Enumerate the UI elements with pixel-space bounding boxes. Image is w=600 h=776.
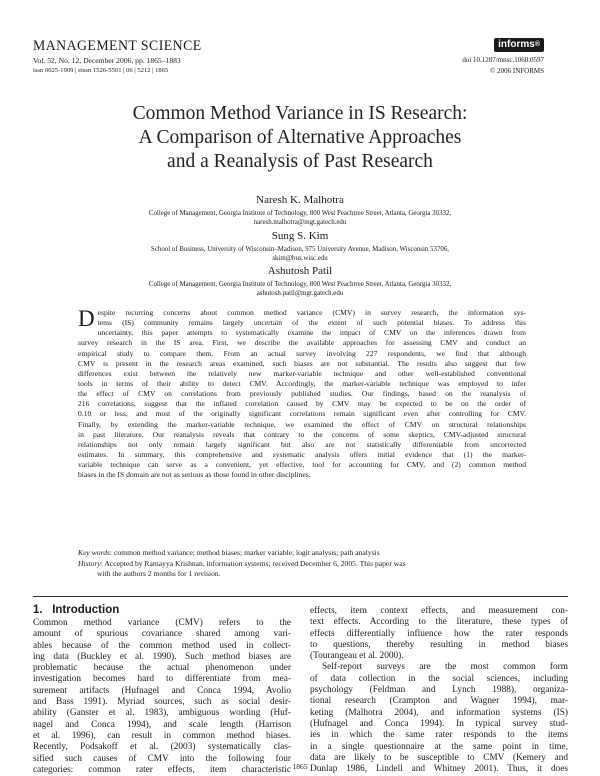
title-line: Common Method Variance in IS Research:	[132, 103, 468, 124]
body-line: surement artifacts (Hufnagel and Conca 1994, Avolio	[33, 685, 291, 696]
body-line: effects differentially influence how the rater responds	[310, 628, 568, 639]
keywords-text: : common method variance; method biases; marker variable; logit analysis; path analysis	[110, 548, 380, 557]
author-name: Naresh K. Malhotra	[256, 194, 344, 206]
section-heading	[33, 604, 119, 616]
body-column-right	[310, 606, 568, 775]
title-line: A Comparison of Alternative Approaches	[138, 127, 462, 148]
abstract-line: variable technique can serve as a convenient, yet effective, tool for accounting for CMV, and (2) common method	[78, 460, 526, 470]
abstract-line: 0.10 or less, and most of the originally significant correlations remain significant even after controlling for CMV.	[78, 409, 526, 419]
abstract-line: Finally, by extending the marker-variable technique, we examined the effect of CMV on structural relationships	[78, 419, 526, 429]
abstract-line: relationships not only remain largely significant but also are not statistically differentiable from uncorrected	[78, 439, 526, 449]
body-line: to questions, thereby resulting in method biases	[310, 639, 568, 650]
body-column-left	[33, 618, 291, 776]
abstract-line: differences exist between the relatively new marker-variable technique and other well-established conventional	[78, 368, 526, 378]
logo-text: informs	[498, 39, 535, 50]
volume-line: Vol. 52, No. 12, December 2006, pp. 1865–1883	[33, 56, 181, 65]
doi-line: doi 10.1287/mnsc.1060.0597	[462, 56, 544, 64]
publisher-logo	[494, 38, 544, 52]
abstract-line: biases in the IS domain are not as serious as those found in other disciplines.	[78, 470, 311, 480]
body-line: ing data (Buckley et al. 1990). Such method biases are	[33, 651, 291, 662]
author-affiliation: College of Management, Georgia Institute of Technology, 800 West Peachtree Street, Atlanta, Georgia 30332,	[148, 281, 452, 288]
abstract-line: tems (IS) community remains largely uncertain of the extent of such potential biases. To address this	[97, 318, 526, 328]
body-line: problematic because the actual phenomenon under	[33, 663, 291, 674]
logo-registered-mark: ®	[534, 41, 540, 48]
body-line: keting (Malhotra 2004), and information systems (IS)	[310, 707, 568, 718]
issn-line: issn 0025-1909 | eissn 1526-5501 | 06 | 5212 | 1865	[33, 67, 169, 74]
abstract-line: in past literature. Our reanalysis reveals that contrary to the concerns of some skeptics, CMV-adjusted structural	[78, 429, 526, 439]
body-line: and Bass 1991). Myriad sources, such as social desir-	[33, 697, 291, 708]
abstract-line: 216 correlations, suggest that the inflated correlation caused by CMV may be expected to be on the order of	[78, 399, 526, 409]
journal-name: MANAGEMENT SCIENCE	[33, 38, 202, 54]
abstract-line: survey research in the IS area. First, we describe the available approaches for assessing CMV and conduct an	[78, 338, 526, 348]
body-line: ability (Ganster et al. 1983), ambiguous wording (Huf-	[33, 708, 291, 719]
body-line: investigation becomes hard to differentiate from mea-	[33, 674, 291, 685]
keywords-history	[78, 548, 526, 580]
author-email: ashutosh.patil@mgt.gatech.edu	[256, 290, 344, 297]
title-line: and a Reanalysis of Past Research	[167, 151, 433, 172]
body-line: nagel and Conca 1994), and scale length (Harrison	[33, 719, 291, 730]
body-line: tional research (Crampton and Wagner 1994), mar-	[310, 696, 568, 707]
body-line: categories: common rater effects, item characteristic	[33, 764, 291, 775]
author-email: naresh.malhotra@mgt.gatech.edu	[253, 219, 347, 226]
abstract-line: espite recurring concerns about common method variance (CMV) in survey research, the information sys-	[97, 308, 526, 317]
author-name: Sung S. Kim	[271, 230, 329, 242]
keywords-line	[78, 548, 526, 559]
abstract-line: uncertainty, this paper attempts to systematically examine the impact of CMV on the inferences drawn from	[97, 328, 526, 338]
body-line: ies in which the same rater responds to the items	[310, 730, 568, 741]
body-line: Dunlap 1986, Lindell and Whitney 2001). Thus, it does	[310, 764, 568, 775]
author-affiliation: College of Management, Georgia Institute of Technology, 800 West Peachtree Street, Atlanta, Georgia 30332,	[148, 210, 452, 217]
body-line: amount of spurious covariance shared among vari-	[33, 629, 291, 640]
history-line-continued: with the authors 2 months for 1 revision.	[97, 569, 221, 578]
body-line: data are likely to be susceptible to CMV (Kemery and	[310, 752, 568, 763]
section-number: 1.	[33, 604, 43, 616]
abstract-line: empirical study to compare them. From an actual survey involving 227 respondents, we find that although	[78, 348, 526, 358]
body-line: sified such causes of CMV into the following four	[33, 753, 291, 764]
copyright-line: © 2006 INFORMS	[490, 67, 544, 75]
author-email: skim@bus.wisc.edu	[272, 255, 328, 262]
abstract-line: the effect of CMV on correlations from previously published studies. Our findings, based on the reanalysis of	[78, 389, 526, 399]
body-line: psychology (Feldman and Lynch 1988), organiza-	[310, 685, 568, 696]
body-line: (Hufnagel and Conca 1994). In typical survey stud-	[310, 718, 568, 729]
author-affiliation: School of Business, University of Wisconsin–Madison, 975 University Avenue, Madison, Wisconsin 53706,	[150, 246, 450, 253]
body-line: effects, item context effects, and measurement con-	[310, 606, 568, 616]
body-line: of data collection in the social sciences, including	[310, 673, 568, 684]
body-line: Recently, Podsakoff et al. (2003) systematically clas-	[33, 742, 291, 753]
history-text: : Accepted by Ramayya Krishnan, information systems; received December 6, 2005. This paper was	[100, 558, 406, 568]
abstract	[78, 308, 526, 480]
body-line: (Tourangeau et al. 2000).	[310, 651, 404, 662]
abstract-line: estimates. In summary, this comprehensive and systematic analysis offers initial evidence that (1) the marker-	[78, 449, 526, 459]
keywords-label: Key words	[78, 548, 110, 557]
abstract-line: CMV is present in the research areas examined, such biases are not substantial. The results also suggest that few	[78, 358, 526, 368]
abstract-line: tools in terms of their ability to detect CMV. Accordingly, the marker-variable technique was employed to infer	[78, 378, 526, 388]
body-line: et al. 1996), can result in common method biases.	[33, 730, 291, 741]
history-line	[78, 559, 526, 570]
body-line: Common method variance (CMV) refers to the	[33, 618, 291, 628]
body-line: ables because of the common method used in collect-	[33, 640, 291, 651]
body-line: text effects. According to the literature, these types of	[310, 617, 568, 628]
page-number: 1865	[292, 762, 308, 771]
section-title: Introduction	[52, 604, 120, 616]
history-label: History	[78, 558, 101, 568]
body-line: Self-report surveys are the most common form	[322, 662, 568, 673]
section-divider	[33, 596, 568, 597]
author-name: Ashutosh Patil	[267, 265, 333, 277]
body-line: in a single questionnaire at the same point in time,	[310, 741, 568, 752]
paper-title	[60, 102, 540, 174]
abstract-dropcap: D	[78, 306, 95, 331]
